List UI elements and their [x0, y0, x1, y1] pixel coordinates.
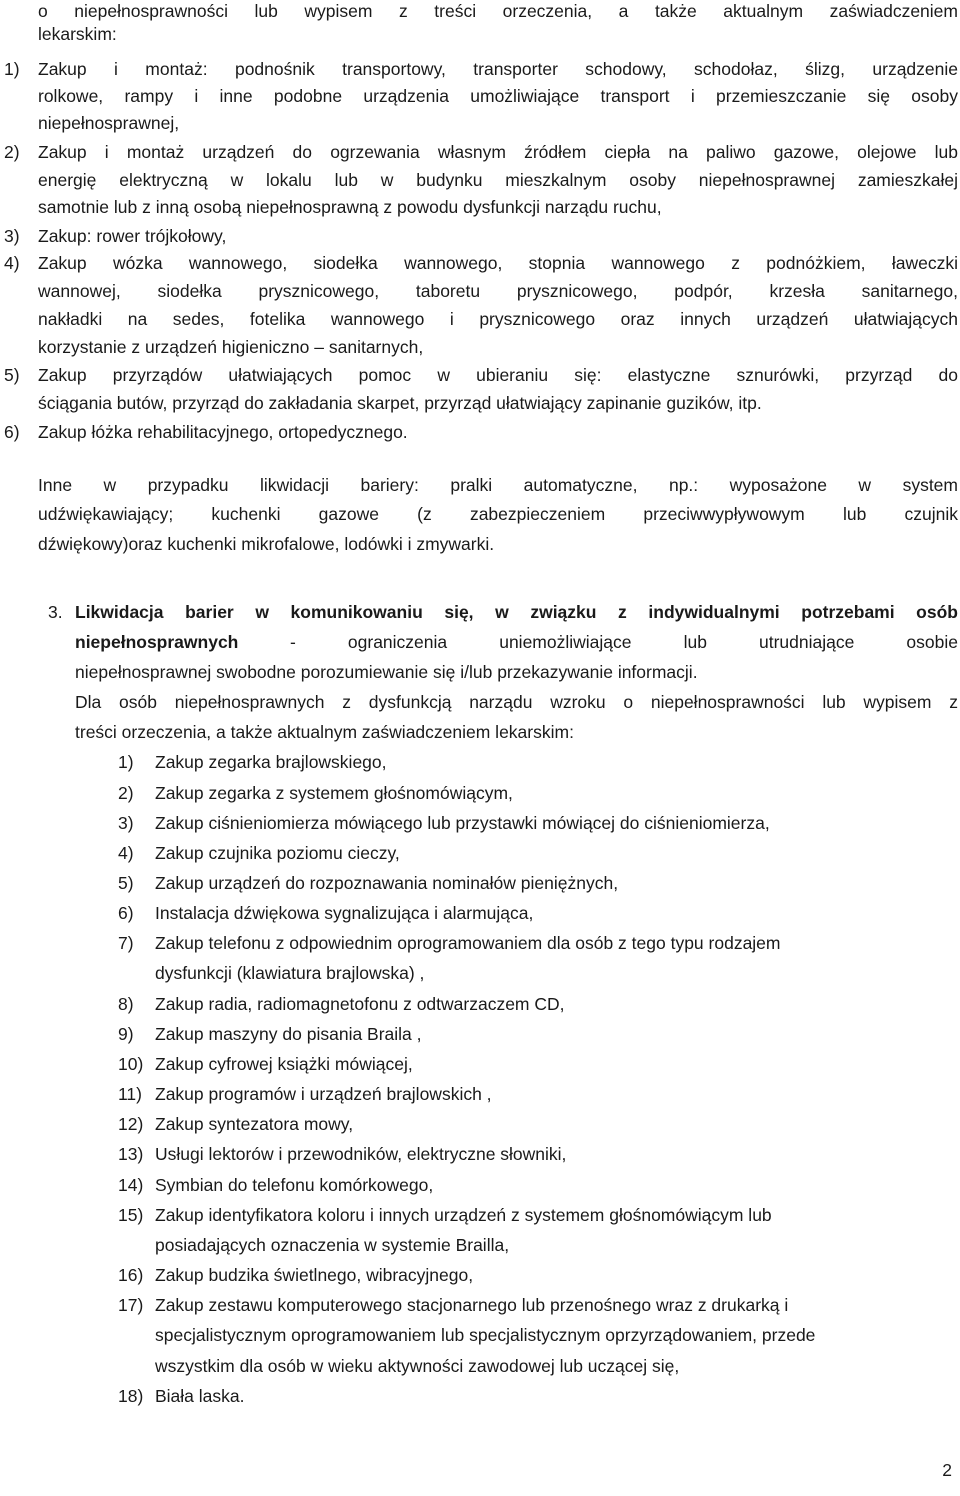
list-number: 12) [118, 1114, 144, 1134]
list-item-line: Usługi lektorów i przewodników, elektryczne słowniki, [155, 1144, 567, 1164]
list-item-line: Zakup radia, radiomagnetofonu z odtwarzaczem CD, [155, 994, 565, 1014]
section-heading-rest: - ograniczenia uniemożliwiające lub utrudniające osobie [290, 632, 958, 652]
list-number: 5) [4, 365, 20, 385]
list-item-line: wszystkim dla osób w wieku aktywności zawodowej lub uczącej się, [155, 1356, 680, 1376]
list-item-line: Zakup czujnika poziomu cieczy, [155, 843, 400, 863]
section-heading-line: niepełnosprawnej swobodne porozumiewanie się i/lub przekazywanie informacji. [75, 662, 698, 682]
list-number: 15) [118, 1205, 144, 1225]
list-item-line: Zakup: rower trójkołowy, [38, 226, 227, 246]
list-item-line: Zakup maszyny do pisania Braila , [155, 1024, 422, 1044]
list-item-line: Zakup cyfrowej książki mówiącej, [155, 1054, 413, 1074]
list-item-line: samotnie lub z inną osobą niepełnosprawną z powodu dysfunkcji narządu ruchu, [38, 197, 662, 217]
list-number: 16) [118, 1265, 144, 1285]
list-number: 10) [118, 1054, 144, 1074]
list-item-line: Zakup syntezatora mowy, [155, 1114, 354, 1134]
list-item-line: Zakup zegarka z systemem głośnomówiącym, [155, 783, 513, 803]
list-item-line: specjalistycznym oprogramowaniem lub specjalistycznym oprzyrządowaniem, przede [155, 1325, 816, 1345]
list-number: 13) [118, 1144, 144, 1164]
list-item-line: Zakup programów i urządzeń brajlowskich , [155, 1084, 492, 1104]
section-heading: Likwidacja barier w komunikowaniu się, w związku z indywidualnymi potrzebami osób [75, 602, 958, 622]
page-number: 2 [942, 1460, 952, 1480]
intro-line: lekarskim: [38, 24, 117, 44]
section-intro-line: Dla osób niepełnosprawnych z dysfunkcją narządu wzroku o niepełnosprawności lub wypisem z [75, 692, 958, 712]
list-number: 1) [118, 752, 134, 772]
list-item-line: Zakup telefonu z odpowiednim oprogramowaniem dla osób z tego typu rodzajem [155, 933, 781, 953]
list-item-line: Zakup i montaż: podnośnik transportowy, transporter schodowy, schodołaz, ślizg, urządzenie [38, 59, 958, 79]
list-item-line: Biała laska. [155, 1386, 245, 1406]
section-heading-bold: niepełnosprawnych [75, 632, 239, 652]
list-item-line: nakładki na sedes, fotelika wannowego i prysznicowego oraz innych urządzeń ułatwiających [38, 309, 958, 329]
list-item-line: wannowej, siodełka prysznicowego, taboretu prysznicowego, podpór, krzesła sanitarnego, [38, 281, 958, 301]
list-item-line: Symbian do telefonu komórkowego, [155, 1175, 434, 1195]
list-item-line: Zakup ciśnieniomierza mówiącego lub przystawki mówiącej do ciśnieniomierza, [155, 813, 770, 833]
list-item-line: ściągania butów, przyrząd do zakładania skarpet, przyrząd ułatwiający zapinanie guzików, itp. [38, 393, 762, 413]
paragraph-line: dźwiękowy)oraz kuchenki mikrofalowe, lodówki i zmywarki. [38, 534, 495, 554]
list-number: 6) [4, 422, 20, 442]
list-item-line: posiadających oznaczenia w systemie Brailla, [155, 1235, 510, 1255]
list-number: 9) [118, 1024, 134, 1044]
list-item-line: Zakup wózka wannowego, siodełka wannowego, stopnia wannowego z podnóżkiem, ławeczki [38, 253, 958, 273]
list-number: 4) [4, 253, 20, 273]
intro-line: o niepełnosprawności lub wypisem z treści orzeczenia, a także aktualnym zaświadczeniem [38, 1, 958, 21]
list-item-line: Instalacja dźwiękowa sygnalizująca i alarmująca, [155, 903, 534, 923]
list-number: 2) [4, 142, 20, 162]
list-item-line: Zakup urządzeń do rozpoznawania nominałów pieniężnych, [155, 873, 619, 893]
list-item-line: niepełnosprawnej, [38, 113, 180, 133]
paragraph-line: Inne w przypadku likwidacji bariery: pralki automatyczne, np.: wyposażone w system [38, 475, 958, 495]
list-item-line: Zakup zestawu komputerowego stacjonarnego lub przenośnego wraz z drukarką i [155, 1295, 789, 1315]
list-number: 18) [118, 1386, 144, 1406]
list-item-line: energię elektryczną w lokalu lub w budynku mieszkalnym osoby niepełnosprawnej zamieszkałej [38, 170, 958, 190]
list-item-line: Zakup identyfikatora koloru i innych urządzeń z systemem głośnomówiącym lub [155, 1205, 772, 1225]
list-number: 6) [118, 903, 134, 923]
paragraph-line: udźwiękawiający; kuchenki gazowe (z zabezpieczeniem przeciwwypływowym lub czujnik [38, 504, 958, 524]
list-number: 1) [4, 59, 20, 79]
list-item-line: Zakup zegarka brajlowskiego, [155, 752, 387, 772]
list-item-line: Zakup przyrządów ułatwiających pomoc w ubieraniu się: elastyczne sznurówki, przyrząd do [38, 365, 958, 385]
list-number: 4) [118, 843, 134, 863]
list-number: 3) [4, 226, 20, 246]
list-number: 17) [118, 1295, 144, 1315]
section-intro-line: treści orzeczenia, a także aktualnym zaświadczeniem lekarskim: [75, 722, 574, 742]
list-number: 7) [118, 933, 134, 953]
list-number: 3) [118, 813, 134, 833]
section-number: 3. [48, 602, 63, 622]
list-number: 11) [118, 1084, 142, 1104]
list-number: 5) [118, 873, 134, 893]
list-item-line: korzystanie z urządzeń higieniczno – sanitarnych, [38, 337, 424, 357]
list-number: 8) [118, 994, 134, 1014]
list-item-line: dysfunkcji (klawiatura brajlowska) , [155, 963, 425, 983]
list-item-line: Zakup budzika świetlnego, wibracyjnego, [155, 1265, 474, 1285]
list-number: 14) [118, 1175, 144, 1195]
list-item-line: Zakup i montaż urządzeń do ogrzewania własnym źródłem ciepła na paliwo gazowe, olejowe lub [38, 142, 958, 162]
list-number: 2) [118, 783, 134, 803]
list-item-line: Zakup łóżka rehabilitacyjnego, ortopedycznego. [38, 422, 408, 442]
list-item-line: rolkowe, rampy i inne podobne urządzenia umożliwiające transport i przemieszczanie się osoby [38, 86, 958, 106]
